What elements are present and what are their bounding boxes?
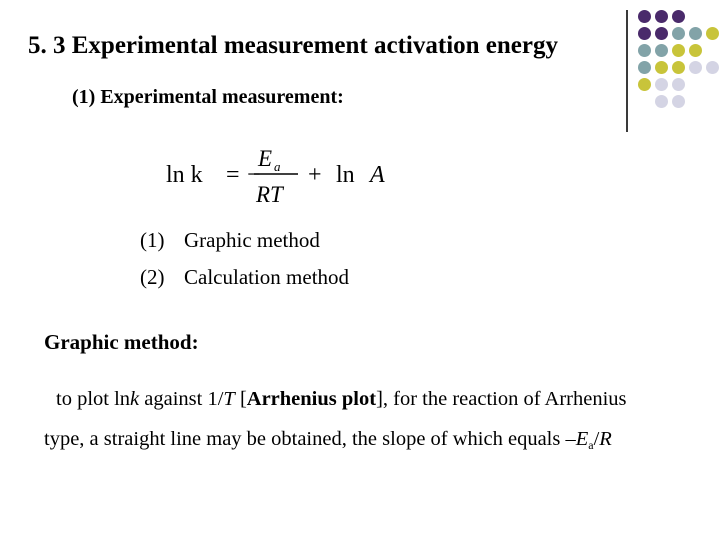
formula-equals: = [226, 162, 240, 188]
divider-line [626, 10, 628, 132]
dot-teal [672, 27, 685, 40]
italic-k: k [130, 388, 140, 410]
dot-teal [638, 61, 651, 74]
italic-T: T [223, 388, 235, 410]
formula-svg [166, 144, 406, 214]
italic-E: E [575, 428, 589, 450]
method-item-calculation [140, 265, 349, 290]
formula-rhs-var: A [370, 162, 385, 188]
text-run: type, a straight line may be obtained, the slope of which equals – [44, 428, 576, 450]
arrhenius-formula [166, 144, 406, 214]
dot-olive [706, 27, 719, 40]
dot-purple [655, 10, 668, 23]
dot-lavender [655, 78, 668, 91]
dot-olive [689, 44, 702, 57]
italic-R: R [599, 428, 612, 450]
dot-lavender [706, 61, 719, 74]
dot-olive [655, 61, 668, 74]
text-run: to plot ln [56, 388, 131, 410]
dot-purple [638, 10, 651, 23]
dot-lavender [672, 95, 685, 108]
dot-teal [638, 44, 651, 57]
text-run: against 1/ [139, 388, 224, 410]
subscript-a: a [588, 438, 594, 452]
dot-teal [689, 27, 702, 40]
paragraph-line-1 [56, 388, 627, 411]
dot-purple [655, 27, 668, 40]
dot-teal [655, 44, 668, 57]
graphic-method-heading: Graphic method: [44, 330, 199, 354]
formula-numerator-subscript: a [274, 159, 281, 174]
method-number: (1) [140, 228, 165, 252]
dot-lavender [689, 61, 702, 74]
text-run: ], for the reaction of Arrhenius [376, 388, 627, 410]
dot-purple [638, 27, 651, 40]
formula-plus: + [308, 162, 322, 188]
formula-lhs: ln k [166, 162, 203, 188]
slide-title: 5. 3 Experimental measurement activation energy [28, 32, 558, 59]
method-label: Graphic method [184, 228, 320, 252]
dot-purple [672, 10, 685, 23]
dot-olive [672, 61, 685, 74]
dot-lavender [672, 78, 685, 91]
text-run: / [593, 428, 600, 450]
text-run: [ [234, 388, 247, 410]
formula-denominator: RT [256, 182, 283, 207]
dot-olive [638, 78, 651, 91]
paragraph-line-2 [44, 428, 612, 453]
decorative-dot-grid [638, 10, 720, 122]
method-number: (2) [140, 265, 165, 289]
dot-lavender [655, 95, 668, 108]
method-item-graphic [140, 228, 320, 253]
dot-olive [672, 44, 685, 57]
formula-rhs-ln: ln [336, 162, 355, 188]
formula-numerator: E [258, 146, 273, 171]
section-subtitle: (1) Experimental measurement: [72, 86, 344, 108]
formula-minus: − [247, 162, 261, 188]
method-label: Calculation method [184, 265, 350, 289]
arrhenius-plot-term: Arrhenius plot [246, 388, 377, 410]
